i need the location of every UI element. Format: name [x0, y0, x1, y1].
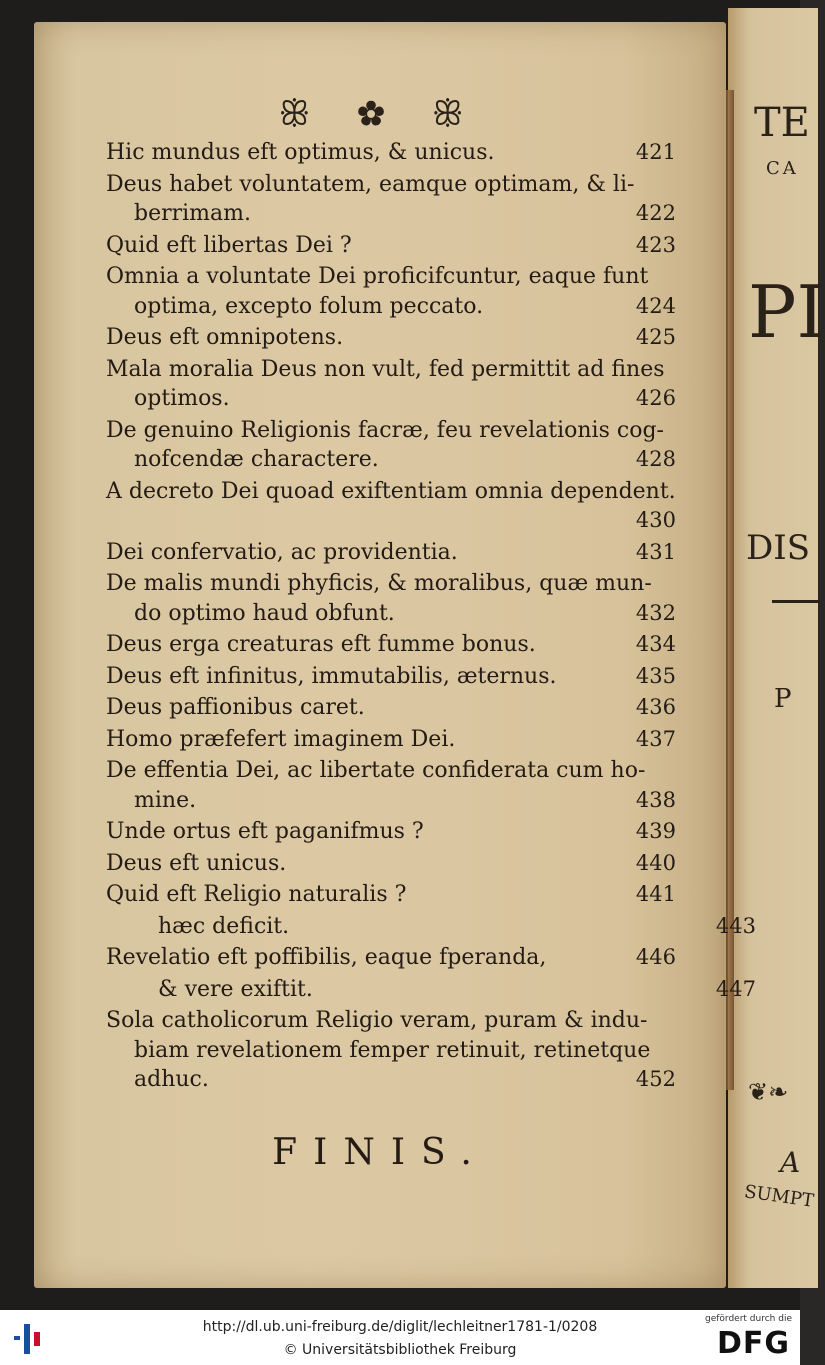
toc-entry-line — [106, 695, 676, 720]
toc-entry-line — [106, 882, 676, 907]
toc-entry-line — [106, 945, 676, 970]
header-ornament: ꕥ ✿ ꕥ — [278, 94, 482, 134]
dfg-logo: DFG — [716, 1326, 790, 1361]
funding-note: gefördert durch die — [705, 1314, 792, 1324]
toc-entry-text: optima, excepto folum peccato. — [134, 293, 484, 319]
table-of-contents — [34, 22, 756, 1288]
toc-entry-line — [106, 357, 676, 382]
toc-page-number: 423 — [635, 232, 676, 257]
toc-entry-text: Quid eft Religio naturalis ? — [106, 882, 407, 907]
toc-entry-text: Deus erga creaturas eft fumme bonus. — [106, 632, 536, 657]
toc-page-number: 438 — [635, 787, 676, 812]
toc-entry-line — [106, 479, 676, 504]
right-page-fragment: PI — [748, 270, 825, 354]
right-page-fragment: P — [774, 684, 792, 714]
toc-entry-text: Quid eft libertas Dei ? — [106, 232, 352, 258]
right-page-title-fragment: TE — [754, 100, 810, 146]
right-page-ornament: ❦❧ — [748, 1078, 789, 1106]
copyright-notice: © Universitätsbibliothek Freiburg — [283, 1342, 517, 1358]
toc-entry-text: Revelatio eft poffibilis, eaque fperanda, — [106, 945, 547, 970]
toc-entry-text: Deus eft omnipotens. — [106, 325, 344, 350]
toc-entry-line — [134, 788, 704, 813]
toc-page-number: 435 — [635, 663, 676, 688]
right-page-fragment: SUMPT — [742, 1181, 816, 1212]
toc-entry-line — [106, 664, 676, 689]
toc-page-number: 422 — [635, 201, 676, 225]
toc-entry-line — [106, 418, 676, 443]
toc-page-number: 437 — [635, 726, 676, 751]
toc-entry-text: Dei confervatio, ac providentia. — [106, 539, 458, 565]
toc-page-number: 452 — [635, 1067, 676, 1091]
toc-entry-text: De malis mundi phyficis, & moralibus, quæ mun- — [106, 571, 652, 596]
toc-page-number: 424 — [635, 293, 676, 318]
toc-entry-text: A decreto Dei quoad exiftentiam omnia dependent. — [106, 478, 676, 504]
toc-page-number: 430 — [635, 508, 676, 532]
toc-entry-line — [134, 294, 704, 319]
toc-entry-line — [106, 819, 676, 844]
toc-entry-line — [106, 264, 676, 289]
toc-page-number: 434 — [635, 632, 676, 656]
toc-entry-text: hæc deficit. — [158, 913, 290, 939]
toc-entry-text: Deus paffionibus caret. — [106, 695, 365, 720]
toc-page-number: 431 — [635, 539, 676, 564]
toc-entry-line — [106, 758, 676, 783]
toc-page-number: 426 — [635, 386, 676, 410]
toc-entry-text: Omnia a voluntate Dei proficifcuntur, eaque funt — [106, 264, 649, 289]
toc-entry-text: nofcendæ charactere. — [134, 447, 379, 472]
toc-entry-text: De genuino Religionis facræ, feu revelationis cog- — [106, 417, 664, 443]
toc-entry-text: optimos. — [134, 386, 230, 411]
toc-entry-text: De effentia Dei, ac libertate confiderata cum ho- — [106, 758, 646, 783]
toc-page-number: 441 — [635, 882, 676, 906]
toc-entry-line — [134, 1038, 704, 1063]
viewer-footer — [0, 1310, 800, 1365]
toc-entry-text: Deus eft unicus. — [106, 850, 287, 876]
toc-page-number: 421 — [635, 140, 676, 164]
toc-page-number: 446 — [635, 945, 676, 969]
toc-entry-line — [106, 540, 676, 565]
toc-entry-text: Hic mundus eft optimus, & unicus. — [106, 140, 495, 165]
toc-page-number: 428 — [635, 447, 676, 471]
toc-entry-text: Deus habet voluntatem, eamque optimam, & li- — [106, 171, 635, 197]
toc-entry-text: mine. — [134, 787, 197, 813]
toc-entry-line — [134, 386, 704, 411]
toc-page-number: 439 — [635, 819, 676, 843]
toc-entry-text: Sola catholicorum Religio veram, puram & indu- — [106, 1008, 648, 1033]
toc-entry-line — [106, 140, 676, 165]
toc-entry-line — [106, 851, 676, 876]
toc-entry-line — [106, 571, 676, 596]
toc-entry-line — [134, 1067, 704, 1092]
toc-entry-text: Deus eft infinitus, immutabilis, æternus. — [106, 663, 557, 689]
toc-entry-text: do optimo haud obfunt. — [134, 600, 395, 626]
toc-entry-line — [106, 727, 676, 752]
toc-page-number: 440 — [635, 850, 676, 875]
toc-entry-line — [106, 172, 676, 197]
toc-entry-text: Unde ortus eft paganifmus ? — [106, 819, 424, 844]
toc-entry-text: Mala moralia Deus non vult, fed permittit ad fines — [106, 356, 665, 382]
left-page — [34, 22, 756, 1288]
toc-entry-line — [106, 233, 676, 258]
toc-entry-line — [106, 325, 676, 350]
toc-page-number: 436 — [635, 695, 676, 719]
toc-entry-line — [158, 976, 756, 1002]
toc-entry-line — [106, 1008, 676, 1033]
toc-entry-text: berrimam. — [134, 201, 252, 226]
toc-entry-text: Homo præfefert imaginem Dei. — [106, 726, 456, 752]
right-page-fragment: CA — [766, 158, 799, 179]
right-page-fragment: DIS — [746, 528, 810, 568]
toc-page-number: 443 — [715, 913, 756, 938]
toc-page-number: 447 — [715, 976, 756, 1001]
toc-entry-text: adhuc. — [134, 1067, 209, 1092]
toc-entry-line — [134, 447, 704, 472]
finis-text: FINIS. — [272, 1132, 488, 1173]
toc-entry-line — [158, 913, 756, 939]
toc-entry-line — [106, 632, 676, 657]
right-page — [728, 8, 825, 1288]
toc-page-number: 432 — [635, 600, 676, 625]
toc-entry-text: biam revelationem femper retinuit, retinetque — [134, 1037, 651, 1063]
document-url-link[interactable]: http://dl.ub.uni-freiburg.de/diglit/lechleitner1781-1/0208 — [202, 1319, 598, 1335]
toc-entry-text: & vere exiftit. — [158, 976, 313, 1002]
right-page-fragment: A — [780, 1146, 801, 1179]
toc-entry-line — [134, 201, 704, 226]
toc-page-number: 425 — [635, 325, 676, 349]
right-page-rule — [772, 600, 820, 603]
toc-entry-line — [134, 601, 704, 626]
